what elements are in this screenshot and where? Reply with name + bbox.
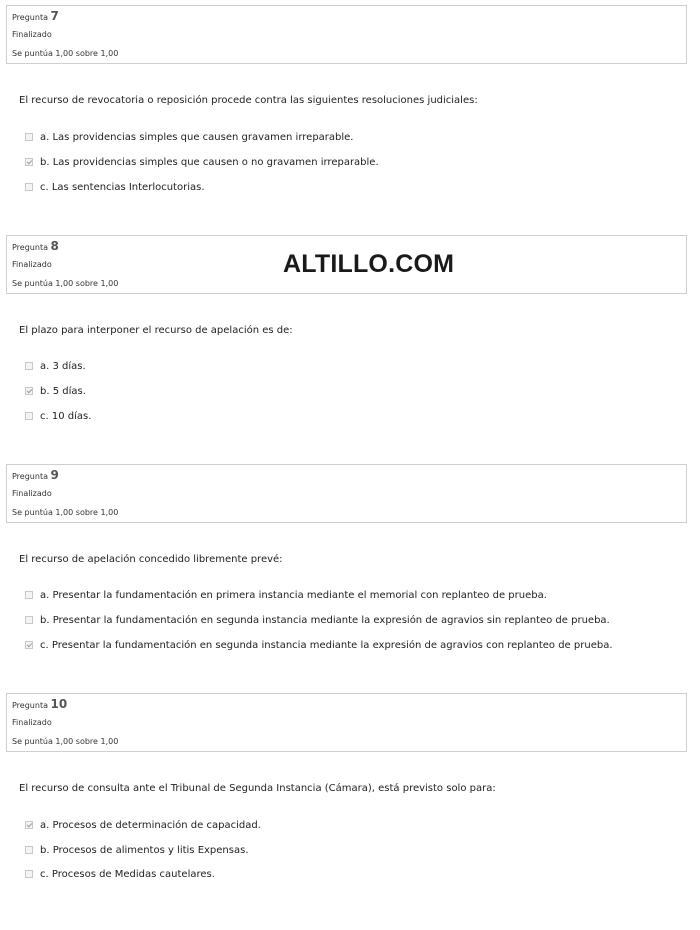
question-grade: Se puntúa 1,00 sobre 1,00	[12, 49, 119, 58]
question-text-7: El recurso de revocatoria o reposición procede contra las siguientes resoluciones judiciales:	[19, 95, 478, 106]
checkbox-icon[interactable]	[25, 846, 33, 854]
question-grade: Se puntúa 1,00 sobre 1,00	[12, 508, 119, 517]
question-state: Finalizado	[12, 718, 52, 727]
question-number: 8	[50, 239, 59, 253]
question-heading: Pregunta 7	[12, 9, 59, 23]
checkbox-icon[interactable]	[25, 616, 33, 624]
option-9a[interactable]: a. Presentar la fundamentación en primera instancia mediante el memorial con replanteo de prueba.	[25, 588, 547, 602]
option-10b[interactable]: b. Procesos de alimentos y litis Expensas.	[25, 843, 249, 857]
option-10c[interactable]: c. Procesos de Medidas cautelares.	[25, 867, 215, 881]
option-7b[interactable]: b. Las providencias simples que causen o no gravamen irreparable.	[25, 155, 379, 169]
checkbox-icon[interactable]	[25, 870, 33, 878]
checkbox-icon[interactable]	[25, 412, 33, 420]
checkbox-icon[interactable]	[25, 362, 33, 370]
option-7c[interactable]: c. Las sentencias Interlocutorias.	[25, 180, 205, 194]
question-info-10	[6, 693, 687, 752]
question-info-9	[6, 464, 687, 523]
option-8c[interactable]: c. 10 días.	[25, 409, 91, 423]
question-heading: Pregunta 10	[12, 697, 68, 711]
question-state: Finalizado	[12, 30, 52, 39]
option-7a[interactable]: a. Las providencias simples que causen gravamen irreparable.	[25, 130, 354, 144]
question-number: 7	[50, 9, 59, 23]
watermark-text: ALTILLO.COM	[283, 250, 455, 278]
option-8b[interactable]: b. 5 días.	[25, 384, 86, 398]
option-8a[interactable]: a. 3 días.	[25, 359, 86, 373]
question-text-10: El recurso de consulta ante el Tribunal de Segunda Instancia (Cámara), está previsto solo para:	[19, 783, 496, 794]
checkbox-icon[interactable]	[25, 133, 33, 141]
checkbox-checked-icon[interactable]	[25, 387, 33, 395]
question-state: Finalizado	[12, 489, 52, 498]
question-text-8: El plazo para interponer el recurso de apelación es de:	[19, 325, 293, 336]
option-10a[interactable]: a. Procesos de determinación de capacidad.	[25, 818, 261, 832]
checkbox-icon[interactable]	[25, 591, 33, 599]
checkbox-icon[interactable]	[25, 183, 33, 191]
question-number: 10	[50, 697, 68, 711]
question-info-7	[6, 5, 687, 64]
question-grade: Se puntúa 1,00 sobre 1,00	[12, 737, 119, 746]
question-state: Finalizado	[12, 260, 52, 269]
checkbox-checked-icon[interactable]	[25, 641, 33, 649]
option-9b[interactable]: b. Presentar la fundamentación en segunda instancia mediante la expresión de agravios sin replanteo de prueba.	[25, 613, 610, 627]
question-heading: Pregunta 8	[12, 239, 59, 253]
question-number: 9	[50, 468, 59, 482]
checkbox-checked-icon[interactable]	[25, 821, 33, 829]
question-grade: Se puntúa 1,00 sobre 1,00	[12, 279, 119, 288]
checkbox-checked-icon[interactable]	[25, 158, 33, 166]
question-text-9: El recurso de apelación concedido libremente prevé:	[19, 554, 283, 565]
question-heading: Pregunta 9	[12, 468, 59, 482]
option-9c[interactable]: c. Presentar la fundamentación en segunda instancia mediante la expresión de agravios con replanteo de prueba.	[25, 638, 613, 652]
